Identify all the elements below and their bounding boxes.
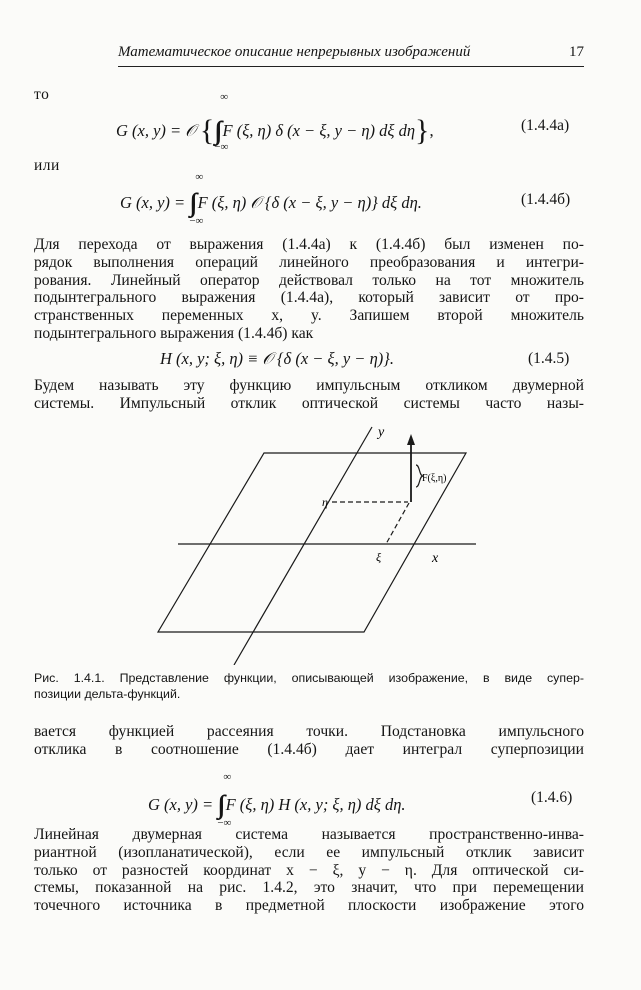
equation-1-4-4b: [120, 171, 422, 227]
text-line: рования. Линейный оператор действовал только на тот множитель: [34, 271, 584, 289]
text-line: отклика в соотношение (1.4.4б) дает интеграл суперпозиции: [34, 740, 584, 758]
lower-limit: −∞: [217, 817, 232, 829]
paragraph-2: [34, 377, 584, 413]
word-or: или: [34, 157, 60, 174]
upper-limit: ∞: [223, 771, 232, 783]
text-line: вается функцией рассеяния точки. Подстановка импульсного: [34, 723, 584, 740]
equation-1-4-6: [148, 771, 406, 829]
brace-close: }: [415, 114, 430, 147]
eq-1-4-4a-integrand: F (ξ, η) δ (x − ξ, y − η) dξ dη: [222, 121, 416, 140]
eq-1-4-4a-lhs: G (x, y) = 𝒪: [116, 121, 196, 140]
text-line: рядок выполнения операций линейного преобразования и интегри-: [34, 253, 584, 271]
caption-line: Рис. 1.4.1. Представление функции, описывающей изображение, в виде супер-: [34, 671, 584, 685]
y-axis: [234, 427, 372, 665]
paragraph-4: [34, 826, 584, 915]
text-line: Для перехода от выражения (1.4.4а) к (1.4.4б) был изменен по-: [34, 236, 584, 253]
running-header: [118, 44, 584, 61]
xi-dash-line: [386, 503, 409, 544]
paragraph-1: [34, 236, 584, 343]
caption-line: позиции дельта-функций.: [34, 687, 181, 701]
text-line: подынтегрального выражения (1.4.4а), который зависит от про-: [34, 289, 584, 307]
upper-limit: ∞: [195, 171, 204, 183]
equation-1-4-5: H (x, y; ξ, η) ≡ 𝒪 {δ (x − ξ, y − η)}.: [160, 349, 394, 368]
eq-1-4-4b-integrand: F (ξ, η) 𝒪 {δ (x − ξ, y − η)} dξ dη.: [197, 193, 422, 212]
figure-1-4-1: [140, 420, 500, 665]
equation-1-4-4a: G (x, y) = 𝒪 { ∞ ∫∫ −∞ F (ξ, η) δ (x − ξ, y − η) dξ dη},: [116, 91, 434, 153]
eq-1-4-6-integrand: F (ξ, η) H (x, y; ξ, η) dξ dη.: [225, 795, 406, 814]
text-line: точечного источника в предметной плоскости изображение этого: [34, 897, 584, 915]
upper-limit: ∞: [220, 91, 229, 103]
word-to: то: [34, 86, 50, 103]
eq-1-4-5-number: (1.4.5): [528, 350, 570, 367]
eq-1-4-6-number: (1.4.6): [531, 789, 573, 806]
lower-limit: −∞: [189, 215, 204, 227]
figure-caption: [34, 670, 584, 702]
double-integral-sign: ∫∫: [214, 116, 217, 145]
brace-open: {: [199, 114, 215, 147]
eq-1-4-4a-number: (1.4.4а): [521, 117, 570, 134]
text-line: только от разностей координат x − ξ, y − η. Для оптической си-: [34, 861, 584, 879]
header-title: Математическое описание непрерывных изображений: [118, 44, 471, 60]
paragraph-3: [34, 723, 584, 759]
text-line: Линейная двумерная система называется пространственно-инва-: [34, 826, 584, 843]
eq-1-4-4b-lhs: G (x, y) =: [120, 193, 186, 212]
text-line: системы. Импульсный отклик оптической системы часто назы-: [34, 394, 584, 412]
text-line: странственных переменных x, y. Запишем второй множитель: [34, 307, 584, 325]
double-integral-sign: ∫∫: [217, 790, 220, 819]
lower-limit: −∞: [214, 141, 229, 153]
label-F: F(ξ,η): [422, 473, 447, 484]
text-line: риантной (изопланатической), если ее импульсный отклик зависит: [34, 843, 584, 861]
double-integral-sign: ∫∫: [189, 188, 192, 217]
text-line: Будем называть эту функцию импульсным откликом двумерной: [34, 377, 584, 394]
text-line: стемы, показанной на рис. 1.4.2, это значит, что при перемещении: [34, 879, 584, 897]
page-number: 17: [569, 44, 584, 60]
label-xi: ξ: [376, 550, 382, 564]
text-line: подынтегрального выражения (1.4.4б) как: [34, 324, 314, 342]
label-y: y: [378, 425, 385, 440]
label-eta: η: [322, 495, 328, 509]
eq-1-4-4b-number: (1.4.4б): [521, 191, 571, 208]
label-x: x: [432, 551, 439, 566]
header-rule: [118, 66, 584, 67]
eq-1-4-6-lhs: G (x, y) =: [148, 795, 214, 814]
delta-arrowhead: [407, 434, 415, 445]
